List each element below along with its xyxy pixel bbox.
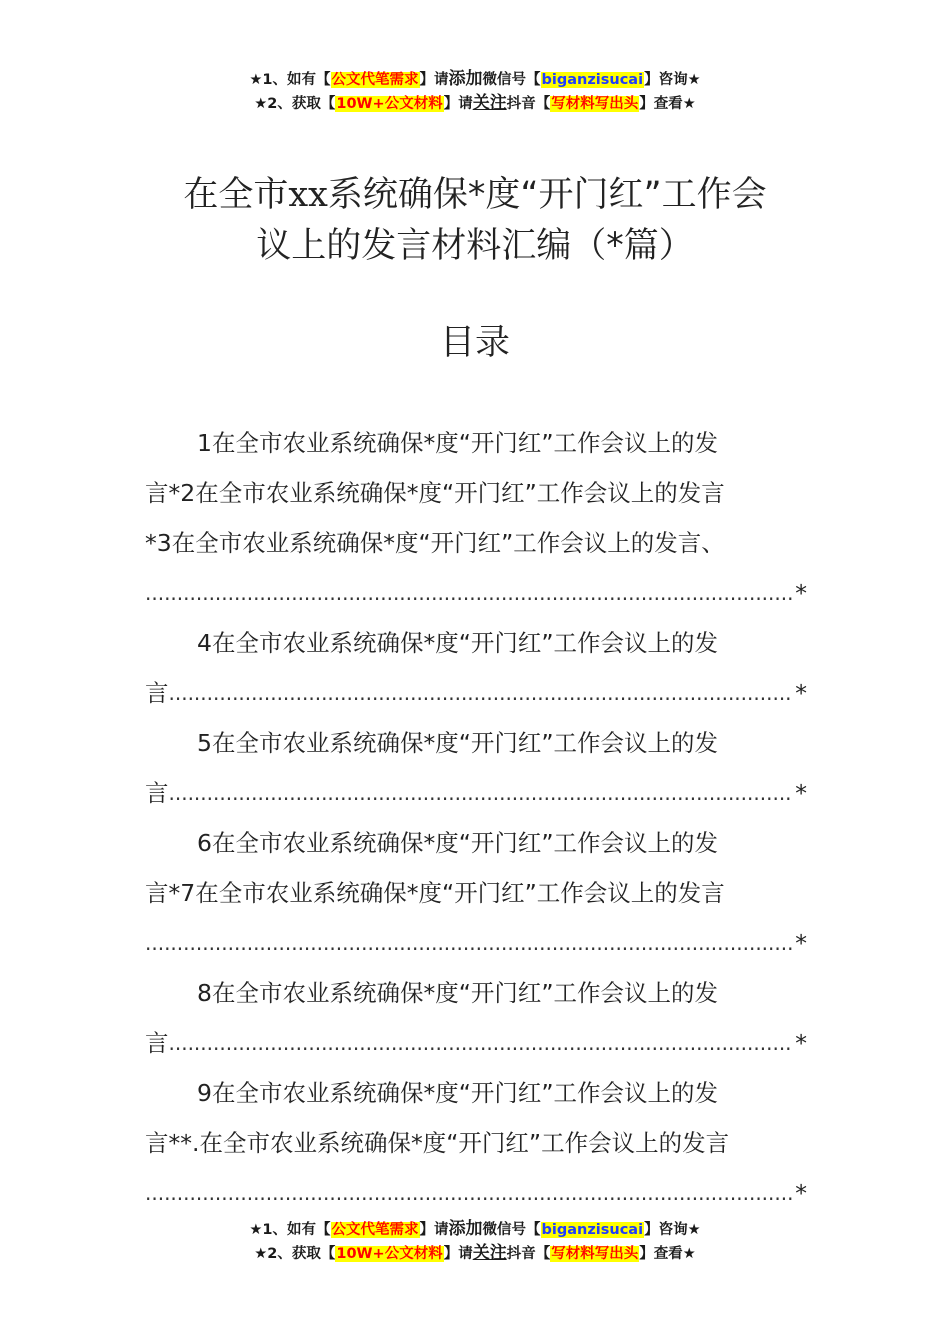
table-of-contents — [145, 418, 807, 1218]
banner-text: 】咨询★ — [644, 72, 701, 88]
toc-text: 9在全市农业系统确保*度“开门红”工作会议上的发 — [197, 1079, 719, 1107]
toc-text: *3在全市农业系统确保*度“开门红”工作会议上的发言、 — [145, 529, 725, 557]
dot-leader — [145, 918, 793, 968]
toc-text: 言 — [145, 779, 169, 807]
banner-douyin-id: 写材料写出头 — [551, 1246, 639, 1262]
toc-line — [145, 468, 807, 518]
toc-text: 言**.在全市农业系统确保*度“开门红”工作会议上的发言 — [145, 1129, 730, 1157]
banner-text: 】请 — [443, 96, 473, 112]
toc-leader-line — [145, 768, 807, 818]
banner-wechat-id: biganzisucai — [541, 72, 644, 88]
toc-line — [145, 968, 807, 1018]
banner-text: 】请 — [419, 1222, 449, 1238]
banner-line-1 — [0, 68, 950, 92]
banner-line-2 — [0, 1242, 950, 1266]
title-line-1 — [0, 170, 950, 221]
dot-leader — [145, 568, 793, 618]
toc-leader-line — [145, 1168, 807, 1218]
banner-wechat-id: biganzisucai — [541, 1222, 644, 1238]
banner-text: ★2、获取【 — [254, 96, 336, 112]
toc-text: 言 — [145, 679, 169, 707]
banner-line-2 — [0, 92, 950, 116]
toc-text: 6在全市农业系统确保*度“开门红”工作会议上的发 — [197, 829, 719, 857]
toc-line — [145, 1068, 807, 1118]
document-title — [0, 170, 950, 272]
toc-leader-line — [145, 918, 807, 968]
title-line-2: 议上的发言材料汇编（*篇） — [256, 226, 694, 266]
banner-emphasis: 关注 — [472, 93, 507, 113]
banner-text: 】咨询★ — [644, 1222, 701, 1238]
dot-leader — [169, 768, 794, 818]
banner-text: 微信号【 — [482, 1222, 541, 1238]
toc-page-number: * — [795, 579, 807, 607]
toc-page-number: * — [795, 779, 807, 807]
banner-text: 】查看★ — [639, 96, 696, 112]
banner-douyin-id: 写材料写出头 — [551, 96, 639, 112]
toc-text: 言*2在全市农业系统确保*度“开门红”工作会议上的发言 — [145, 479, 725, 507]
toc-line — [145, 718, 807, 768]
toc-line — [145, 418, 807, 468]
toc-text: 1在全市农业系统确保*度“开门红”工作会议上的发 — [197, 429, 719, 457]
toc-line — [145, 618, 807, 668]
title-placeholder: xx — [288, 175, 328, 215]
banner-highlight: 10W+公文材料 — [336, 96, 443, 112]
dot-leader — [145, 1168, 793, 1218]
toc-text: 8在全市农业系统确保*度“开门红”工作会议上的发 — [197, 979, 719, 1007]
banner-emphasis: 关注 — [472, 1243, 507, 1263]
dot-leader — [169, 668, 794, 718]
toc-leader-line — [145, 1018, 807, 1068]
banner-highlight: 10W+公文材料 — [336, 1246, 443, 1262]
toc-page-number: * — [795, 679, 807, 707]
toc-line — [145, 868, 807, 918]
banner-text: 】请 — [419, 72, 449, 88]
banner-text: ★1、如有【 — [249, 72, 331, 88]
toc-heading: 目录 — [439, 323, 510, 363]
toc-text: 4在全市农业系统确保*度“开门红”工作会议上的发 — [197, 629, 719, 657]
toc-line — [145, 818, 807, 868]
header-banner — [0, 68, 950, 116]
toc-leader-line — [145, 668, 807, 718]
toc-text: 5在全市农业系统确保*度“开门红”工作会议上的发 — [197, 729, 719, 757]
banner-text: ★2、获取【 — [254, 1246, 336, 1262]
toc-line — [145, 518, 807, 568]
banner-text: 抖音【 — [506, 1246, 551, 1262]
toc-line — [145, 1118, 807, 1168]
title-text: 在全市 — [183, 175, 289, 215]
toc-text: 言 — [145, 1029, 169, 1057]
toc-text: 言*7在全市农业系统确保*度“开门红”工作会议上的发言 — [145, 879, 725, 907]
banner-text: 微信号【 — [482, 72, 541, 88]
banner-emphasis: 添加 — [448, 1219, 483, 1239]
banner-text: 抖音【 — [506, 96, 551, 112]
banner-text: 】请 — [443, 1246, 473, 1262]
banner-text: 】查看★ — [639, 1246, 696, 1262]
banner-text: ★1、如有【 — [249, 1222, 331, 1238]
banner-highlight: 公文代笔需求 — [331, 72, 419, 88]
toc-page-number: * — [795, 929, 807, 957]
toc-page-number: * — [795, 1029, 807, 1057]
toc-page-number: * — [795, 1179, 807, 1207]
banner-line-1 — [0, 1218, 950, 1242]
title-text: 系统确保*度“开门红”工作会 — [327, 175, 767, 215]
dot-leader — [169, 1018, 794, 1068]
footer-banner — [0, 1218, 950, 1266]
banner-highlight: 公文代笔需求 — [331, 1222, 419, 1238]
banner-emphasis: 添加 — [448, 69, 483, 89]
toc-leader-line — [145, 568, 807, 618]
